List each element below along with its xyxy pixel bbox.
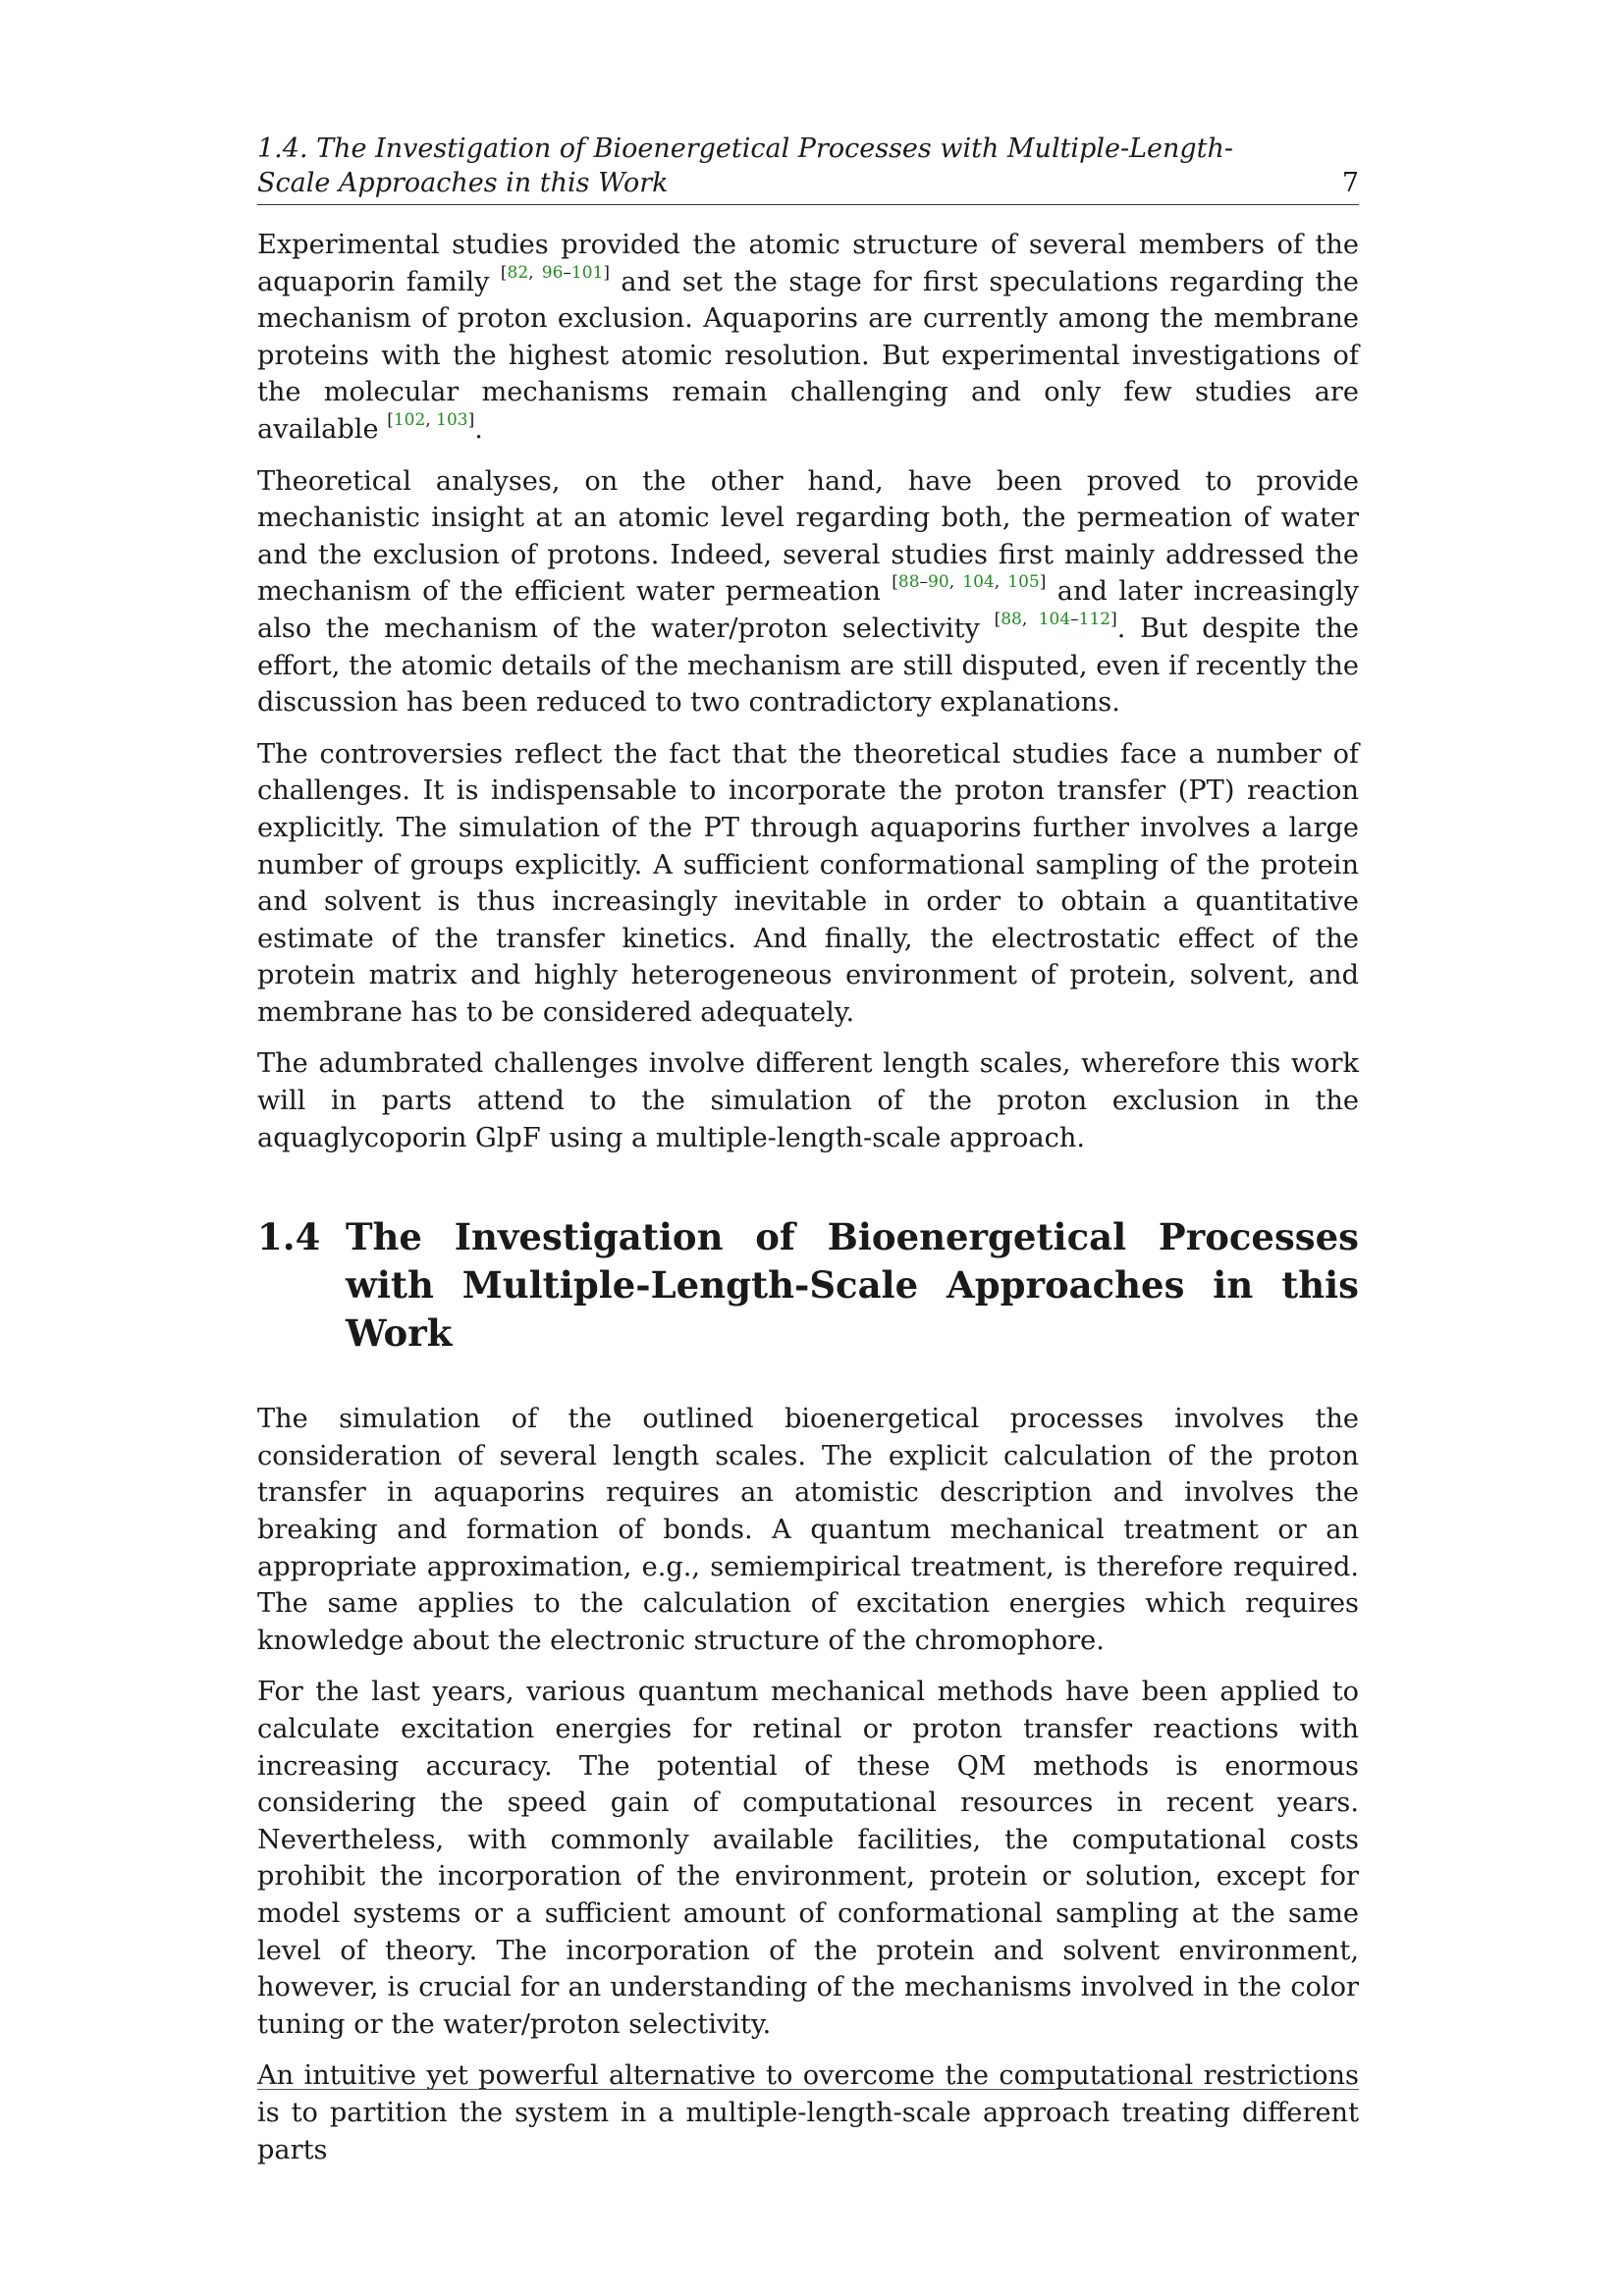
footer-rule bbox=[257, 2089, 1359, 2090]
citation-link[interactable]: 101 bbox=[570, 262, 604, 283]
section-number: 1.4 bbox=[257, 1215, 321, 1259]
body-text bbox=[257, 227, 1359, 2168]
paragraph-2 bbox=[257, 463, 1359, 721]
citation-link[interactable]: 82 bbox=[507, 262, 529, 283]
citation-link[interactable]: 104 bbox=[962, 572, 995, 593]
citation: [88–90, 104, 105] bbox=[892, 572, 1047, 593]
running-header bbox=[257, 132, 1359, 205]
citation: [82, 96–101] bbox=[500, 262, 610, 283]
running-header-title: 1.4. The Investigation of Bioenergetical Processes with Multiple-Length-Scale Approaches in this Work bbox=[257, 133, 1234, 198]
paragraph-4: The adumbrated challenges involve different length scales, wherefore this work will in parts attend to the simulation of the proton exclusion in the aquaglycoporin GlpF using a multiple-length-scale approach. bbox=[257, 1048, 1359, 1153]
paragraph-3: The controversies reflect the fact that the theoretical studies face a number of challenges. It is indispensable to incorporate the proton transfer (PT) reaction explicitly. The simulation of the PT through aquaporins further involves a large number of groups explicitly. A sufficient conformational sampling of the protein and solvent is thus increasingly inevitable in order to obtain a quantitative estimate of the transfer kinetics. And finally, the electrostatic effect of the protein matrix and highly heterogeneous environment of protein, solvent, and membrane has to be considered adequately. bbox=[257, 738, 1359, 1028]
text-run: . bbox=[474, 413, 483, 445]
citation-link[interactable]: 88 bbox=[1001, 609, 1022, 629]
text-run: and later increasingly also the mechanism of the water/proton selectivity bbox=[257, 576, 1359, 644]
section-paragraph-3: An intuitive yet powerful alternative to overcome the computational restrictions is to partition the system in a multiple-length-scale approach treating different parts bbox=[257, 2060, 1359, 2165]
citation-link[interactable]: 104 bbox=[1038, 609, 1071, 629]
section-heading bbox=[257, 1213, 1359, 1358]
page bbox=[257, 132, 1359, 2183]
citation: [88, 104–112] bbox=[994, 609, 1117, 629]
citation-link[interactable]: 112 bbox=[1078, 609, 1111, 629]
section-paragraph-2: For the last years, various quantum mechanical methods have been applied to calculate excitation energies for retinal or proton transfer reactions with increasing accuracy. The potential of these QM methods is enormous considering the speed gain of computational resources in recent years. Nevertheless, with commonly available facilities, the computational costs prohibit the incorporation of the environment, protein or solution, except for model systems or a sufficient amount of conformational sampling at the same level of theory. The incorporation of the protein and solvent environment, however, is crucial for an understanding of the mechanisms involved in the color tuning or the water/proton selectivity. bbox=[257, 1677, 1359, 2040]
citation-link[interactable]: 88 bbox=[897, 572, 920, 593]
citation-link[interactable]: 96 bbox=[541, 262, 564, 283]
text-run: . But despite the effort, the atomic details of the mechanism are still disputed, even if recently the discussion has been reduced to two contradictory explanations. bbox=[257, 613, 1359, 719]
paragraph-1 bbox=[257, 227, 1359, 449]
text-run: Theoretical analyses, on the other hand, have been proved to provide mechanistic insight at an atomic level regarding both, the permeation of water and the exclusion of protons. Indeed, several studies first mainly addressed the mechanism of the efficient water permeation bbox=[257, 465, 1359, 608]
section-title: The Investigation of Bioenergetical Processes with Multiple-Length-Scale Approaches in this Work bbox=[346, 1215, 1359, 1356]
citation-link[interactable]: 103 bbox=[436, 409, 468, 430]
citation: [102, 103] bbox=[387, 409, 475, 430]
text-run: Experimental studies provided the atomic structure of several members of the aquaporin family bbox=[257, 230, 1359, 297]
citation-link[interactable]: 90 bbox=[928, 572, 949, 593]
citation-link[interactable]: 102 bbox=[393, 409, 426, 430]
page-number: 7 bbox=[1341, 168, 1359, 198]
citation-link[interactable]: 105 bbox=[1007, 572, 1040, 593]
section-paragraph-1: The simulation of the outlined bioenergetical processes involves the consideration of several length scales. The explicit calculation of the proton transfer in aquaporins requires an atomistic description and involves the breaking and formation of bonds. A quantum mechanical treatment or an appropriate approximation, e.g., semiempirical treatment, is therefore required. The same applies to the calculation of excitation energies which requires knowledge about the electronic structure of the chromophore. bbox=[257, 1404, 1359, 1656]
text-run: and set the stage for first speculations regarding the mechanism of proton exclusion. Aquaporins are currently among the membrane proteins with the highest atomic resolution. But experimental investigations of the molecular mechanisms remain challenging and only few studies are available bbox=[257, 266, 1359, 445]
